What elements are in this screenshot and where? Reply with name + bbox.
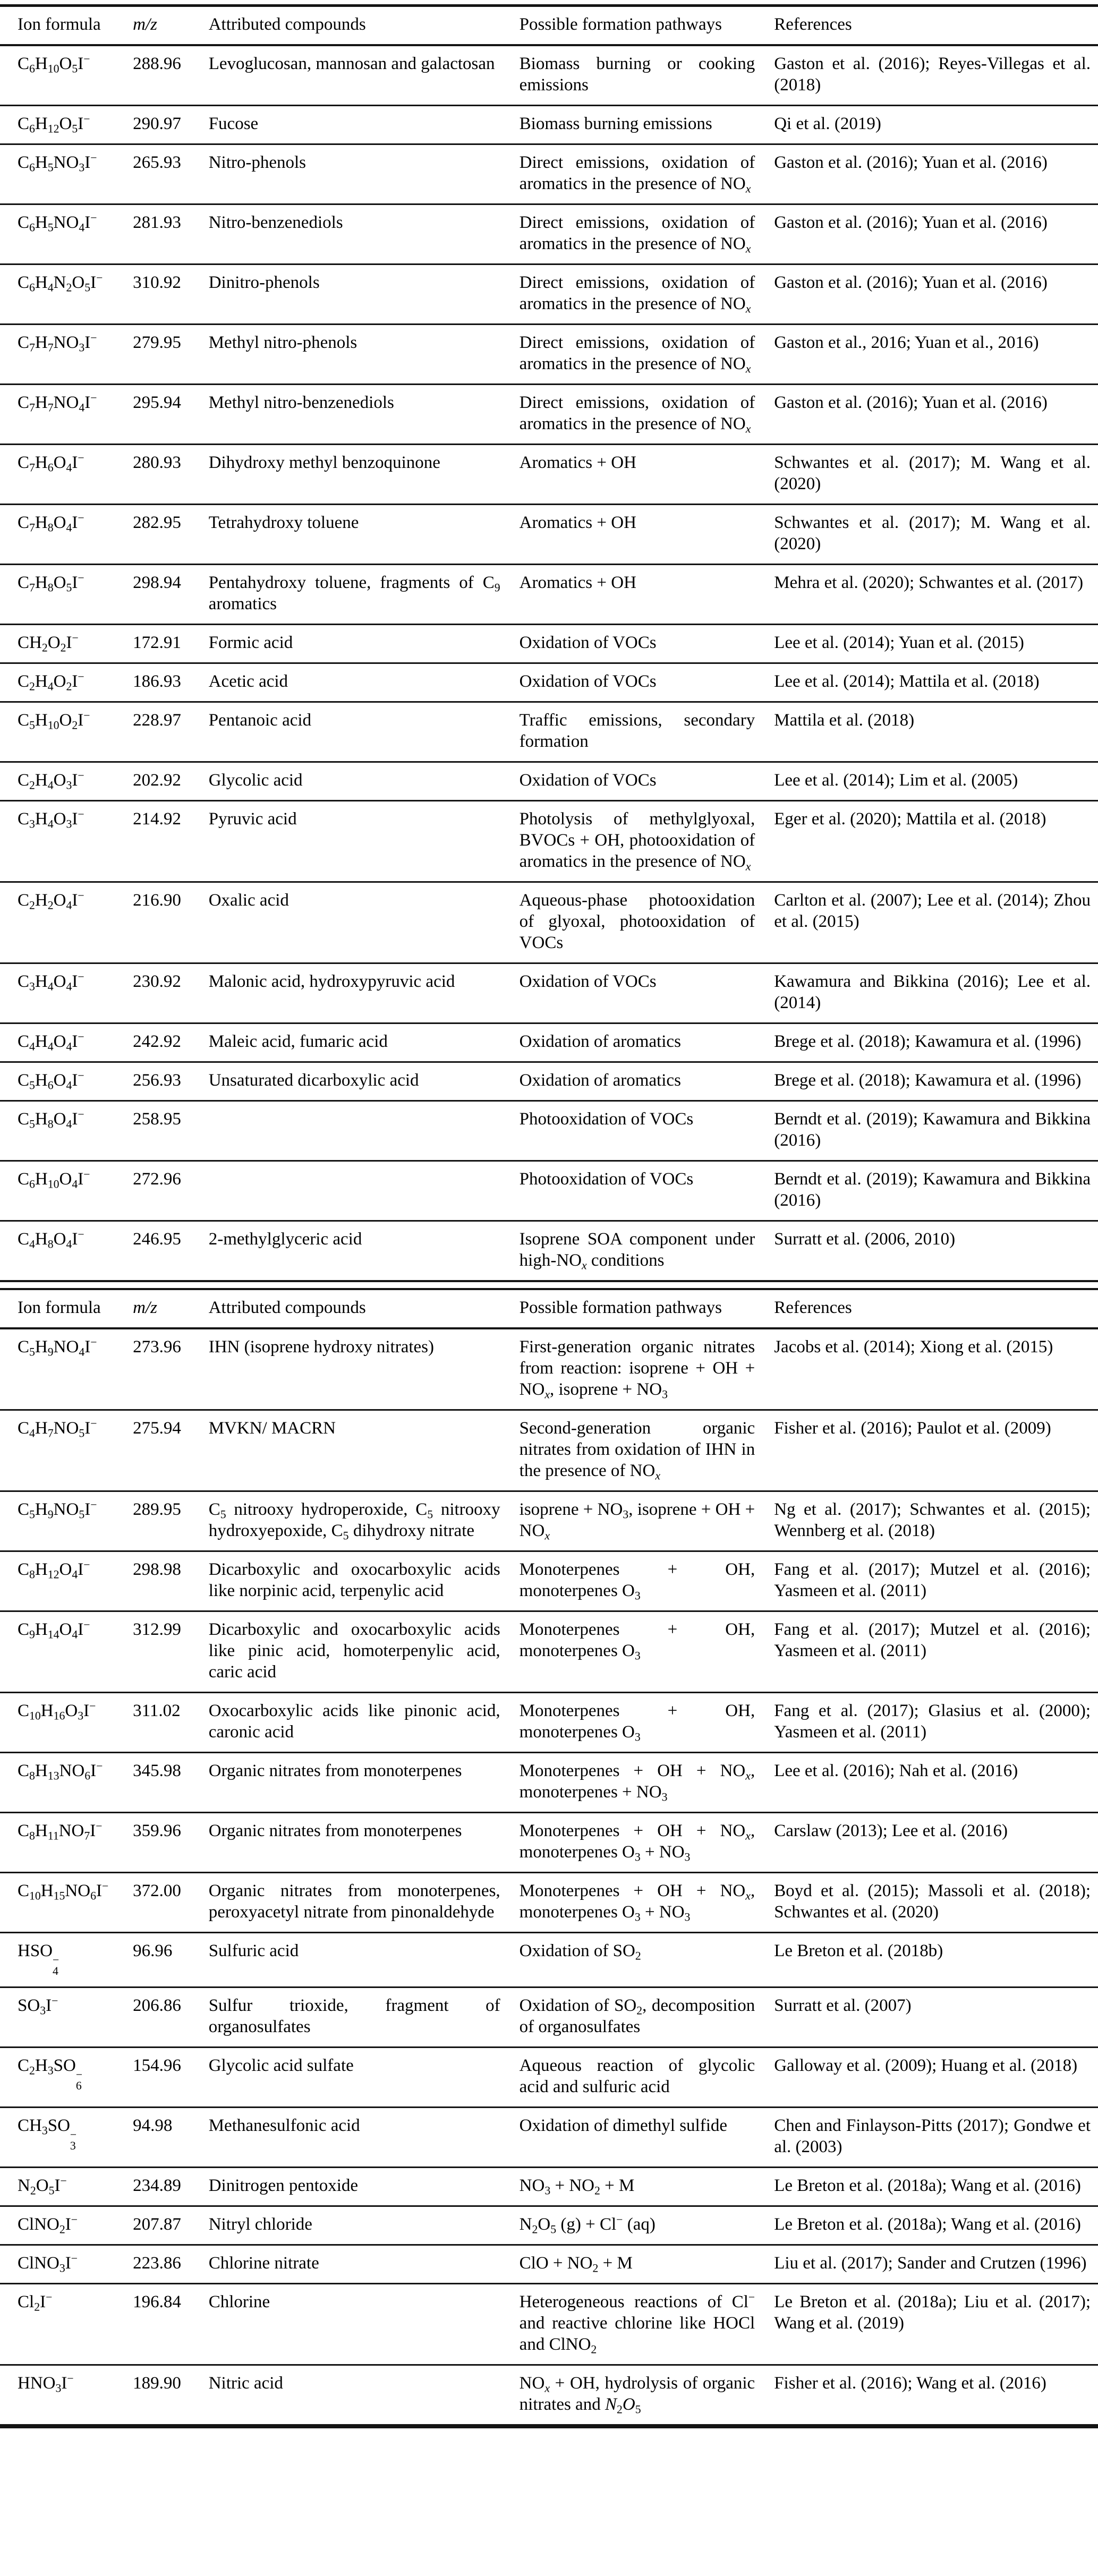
references-cell: Qi et al. (2019): [774, 106, 1098, 144]
pathways-cell: Oxidation of VOCs: [520, 663, 774, 702]
pathways-cell: Photolysis of methylglyoxal, BVOCs + OH, photooxidation of aromatics in the presence of NOx: [520, 801, 774, 882]
table-row: [0, 2168, 1098, 2206]
compounds-cell: Dicarboxylic and oxocarboxylic acids like norpinic acid, terpenylic acid: [209, 1551, 520, 1611]
table-row: [0, 1062, 1098, 1101]
column-header-formation-pathways: Possible formation pathways: [520, 6, 774, 46]
pathways-cell: Aromatics + OH: [520, 445, 774, 505]
ion-formula-cell: C10H15NO6I−: [0, 1873, 133, 1933]
pathways-cell: Aqueous reaction of glycolic acid and sulfuric acid: [520, 2048, 774, 2108]
references-cell: Kawamura and Bikkina (2016); Lee et al. (2014): [774, 963, 1098, 1023]
compounds-cell: Pentahydroxy toluene, fragments of C9 aromatics: [209, 565, 520, 625]
ion-formula-cell: HNO3I−: [0, 2365, 133, 2427]
references-cell: Carslaw (2013); Lee et al. (2016): [774, 1813, 1098, 1873]
mz-cell: 275.94: [133, 1410, 209, 1491]
ion-formula-cell: C5H8O4I−: [0, 1101, 133, 1161]
section-divider-rule: [0, 1280, 1098, 1290]
table-row: [0, 882, 1098, 963]
pathways-cell: First-generation organic nitrates from reaction: isoprene + OH + NOx, isoprene + NO3: [519, 1337, 755, 1401]
ion-formula-cell: C2H2O4I−: [0, 882, 133, 963]
compounds-cell: Chlorine nitrate: [209, 2245, 520, 2284]
references-cell: Gaston et al. (2016); Yuan et al. (2016): [774, 385, 1098, 445]
references-cell: Schwantes et al. (2017); M. Wang et al. (2020): [774, 505, 1098, 565]
references-cell: Jacobs et al. (2014); Xiong et al. (2015): [774, 1337, 1053, 1357]
ion-formula-cell: C4H7NO5I−: [0, 1410, 133, 1491]
table-row: [0, 204, 1098, 265]
column-header-mz: m/z: [133, 1290, 209, 1328]
compounds-cell: MVKN/ MACRN: [209, 1410, 520, 1491]
pathways-cell: Direct emissions, oxidation of aromatics in the presence of NOx: [520, 385, 774, 445]
pathways-cell: N2O5 (g) + Cl− (aq): [520, 2206, 774, 2245]
compounds-cell: Levoglucosan, mannosan and galactosan: [208, 54, 495, 73]
mz-cell: 289.95: [133, 1491, 209, 1551]
pathways-cell: Second-generation organic nitrates from oxidation of IHN in the presence of NOx: [520, 1410, 774, 1491]
ion-formula-cell: SO3I−: [0, 1988, 133, 2048]
compounds-cell: Dinitrogen pentoxide: [209, 2168, 520, 2206]
table-row: [0, 1988, 1098, 2048]
ion-formula-cell: C10H16O3I−: [0, 1693, 133, 1753]
compounds-cell: Nitric acid: [209, 2365, 520, 2427]
mz-cell: 281.93: [133, 204, 209, 265]
ion-formula-cell: C8H12O4I−: [0, 1551, 133, 1611]
pathways-cell: Oxidation of SO2: [520, 1933, 774, 1988]
table-row: [0, 1023, 1098, 1062]
table-row: [0, 144, 1098, 204]
pathways-cell: isoprene + NO3, isoprene + OH + NOx: [520, 1491, 774, 1551]
references-cell: Gaston et al. (2016); Yuan et al. (2016): [774, 144, 1098, 204]
column-header-formation-pathways: Possible formation pathways: [520, 1290, 774, 1328]
table-row: [0, 2284, 1098, 2365]
mz-cell: 246.95: [133, 1221, 209, 1281]
references-cell: Brege et al. (2018); Kawamura et al. (1996): [774, 1062, 1098, 1101]
compounds-cell: Methyl nitro-phenols: [209, 325, 520, 385]
pathways-cell: Oxidation of VOCs: [520, 963, 774, 1023]
mz-cell: 272.96: [133, 1161, 209, 1221]
ion-formula-cell: CH2O2I−: [0, 625, 133, 663]
references-cell: Boyd et al. (2015); Massoli et al. (2018); Schwantes et al. (2020): [774, 1873, 1098, 1933]
compounds-cell: Organic nitrates from monoterpenes, peroxyacetyl nitrate from pinonaldehyde: [209, 1873, 520, 1933]
ion-table-section-2: [0, 1290, 1098, 2428]
references-cell: Berndt et al. (2019); Kawamura and Bikkina (2016): [774, 1161, 1098, 1221]
column-header-attributed-compounds: Attributed compounds: [209, 6, 520, 46]
stacked-subsup: − 3: [70, 2128, 77, 2153]
ion-formula-cell: C2H4O2I−: [0, 663, 133, 702]
mz-cell: 214.92: [133, 801, 209, 882]
compounds-cell: IHN (isoprene hydroxy nitrates): [208, 1337, 434, 1357]
pathways-cell: NOx + OH, hydrolysis of organic nitrates and N2O5: [520, 2365, 774, 2427]
pathways-cell: Monoterpenes + OH + NOx, monoterpenes O3 + NO3: [520, 1813, 774, 1873]
ion-formula-cell: C5H9NO4I−: [18, 1336, 97, 1359]
compounds-cell: Pentanoic acid: [209, 702, 520, 762]
pathways-cell: Oxidation of aromatics: [520, 1023, 774, 1062]
ion-formula-cell: C2H3SO − 6: [0, 2048, 133, 2108]
references-cell: Fang et al. (2017); Mutzel et al. (2016); Yasmeen et al. (2011): [774, 1611, 1098, 1693]
table-row: [0, 702, 1098, 762]
header-row: [0, 6, 1098, 46]
pathways-cell: Monoterpenes + OH, monoterpenes O3: [520, 1611, 774, 1693]
ion-formula-cell: C6H10O5I−: [18, 53, 90, 75]
stacked-subsup: − 4: [53, 1953, 59, 1978]
table-row: [0, 1551, 1098, 1611]
compounds-cell: Acetic acid: [209, 663, 520, 702]
pathways-cell: Aromatics + OH: [520, 565, 774, 625]
table-body-section-1: [0, 45, 1098, 1280]
ion-formula-cell: N2O5I−: [0, 2168, 133, 2206]
ion-formula-cell: C4H4O4I−: [0, 1023, 133, 1062]
references-cell: Gaston et al. (2016); Yuan et al. (2016): [774, 204, 1098, 265]
references-cell: Lee et al. (2016); Nah et al. (2016): [774, 1753, 1098, 1813]
ion-formula-cell: Cl2I−: [0, 2284, 133, 2365]
ion-formula-cell: C7H7NO4I−: [0, 385, 133, 445]
table-row: [0, 2365, 1098, 2427]
ion-formula-cell: C6H5NO4I−: [0, 204, 133, 265]
ion-formula-cell: C3H4O3I−: [0, 801, 133, 882]
table-row: [0, 663, 1098, 702]
compounds-cell: Oxocarboxylic acids like pinonic acid, caronic acid: [209, 1693, 520, 1753]
pathways-cell: Biomass burning or cooking emissions: [519, 54, 755, 95]
pathways-cell: Direct emissions, oxidation of aromatics in the presence of NOx: [520, 144, 774, 204]
mz-cell: 298.98: [133, 1551, 209, 1611]
references-cell: Fang et al. (2017); Mutzel et al. (2016); Yasmeen et al. (2011): [774, 1551, 1098, 1611]
ion-formula-cell: ClNO3I−: [0, 2245, 133, 2284]
mz-cell: 186.93: [133, 663, 209, 702]
table-row: [0, 265, 1098, 325]
table-row: [0, 1611, 1098, 1693]
mz-cell: 279.95: [133, 325, 209, 385]
pathways-cell: Oxidation of SO2, decomposition of organosulfates: [520, 1988, 774, 2048]
ion-formula-cell: CH3SO − 3: [0, 2108, 133, 2168]
compounds-cell: Unsaturated dicarboxylic acid: [209, 1062, 520, 1101]
mz-cell: 242.92: [133, 1023, 209, 1062]
ion-formula-cell: C3H4O4I−: [0, 963, 133, 1023]
ion-formula-cell: C5H6O4I−: [0, 1062, 133, 1101]
column-header-ion-formula: Ion formula: [0, 1290, 133, 1328]
compounds-cell: Dinitro-phenols: [209, 265, 520, 325]
compounds-cell: Methanesulfonic acid: [209, 2108, 520, 2168]
table-row: [0, 1693, 1098, 1753]
pathways-cell: Isoprene SOA component under high-NOx conditions: [520, 1221, 774, 1281]
references-cell: Eger et al. (2020); Mattila et al. (2018): [774, 801, 1098, 882]
references-cell: Brege et al. (2018); Kawamura et al. (1996): [774, 1023, 1098, 1062]
table-row: [0, 505, 1098, 565]
mz-cell: 280.93: [133, 445, 209, 505]
mz-cell: 282.95: [133, 505, 209, 565]
compounds-cell: C5 nitrooxy hydroperoxide, C5 nitrooxy hydroxyepoxide, C5 dihydroxy nitrate: [209, 1491, 520, 1551]
table-row: [0, 1873, 1098, 1933]
table-header: [0, 6, 1098, 46]
table-row: [0, 2048, 1098, 2108]
references-cell: Chen and Finlayson-Pitts (2017); Gondwe et al. (2003): [774, 2108, 1098, 2168]
mz-cell: 265.93: [133, 144, 209, 204]
references-cell: Le Breton et al. (2018a); Wang et al. (2016): [774, 2168, 1098, 2206]
table-row: [0, 325, 1098, 385]
pathways-cell: Biomass burning emissions: [520, 106, 774, 144]
references-cell: Le Breton et al. (2018a); Liu et al. (2017); Wang et al. (2019): [774, 2284, 1098, 2365]
references-cell: Le Breton et al. (2018a); Wang et al. (2016): [774, 2206, 1098, 2245]
references-cell: Ng et al. (2017); Schwantes et al. (2015); Wennberg et al. (2018): [774, 1491, 1098, 1551]
pathways-cell: Monoterpenes + OH, monoterpenes O3: [520, 1693, 774, 1753]
references-cell: Carlton et al. (2007); Lee et al. (2014); Zhou et al. (2015): [774, 882, 1098, 963]
mz-cell: 207.87: [133, 2206, 209, 2245]
references-cell: Fisher et al. (2016); Wang et al. (2016): [774, 2365, 1098, 2427]
ion-formula-cell: C7H7NO3I−: [0, 325, 133, 385]
column-header-attributed-compounds: Attributed compounds: [209, 1290, 520, 1328]
pathways-cell: Oxidation of VOCs: [520, 762, 774, 801]
compounds-cell: Chlorine: [209, 2284, 520, 2365]
mz-cell: 311.02: [133, 1693, 209, 1753]
compounds-cell: Methyl nitro-benzenediols: [209, 385, 520, 445]
mz-cell: 196.84: [133, 2284, 209, 2365]
ion-formula-cell: C8H13NO6I−: [0, 1753, 133, 1813]
pathways-cell: Aromatics + OH: [520, 505, 774, 565]
compounds-cell: Glycolic acid: [209, 762, 520, 801]
table-row: [0, 1161, 1098, 1221]
table-row: [0, 1101, 1098, 1161]
references-cell: Mehra et al. (2020); Schwantes et al. (2017): [774, 565, 1098, 625]
table-row: [0, 1410, 1098, 1491]
mz-cell: 189.90: [133, 2365, 209, 2427]
ion-formula-cell: C9H14O4I−: [0, 1611, 133, 1693]
compounds-cell: Maleic acid, fumaric acid: [209, 1023, 520, 1062]
mz-cell: 228.97: [133, 702, 209, 762]
table-row: [0, 1221, 1098, 1281]
mz-cell: 372.00: [133, 1873, 209, 1933]
mz-cell: 154.96: [133, 2048, 209, 2108]
table-row: [0, 1491, 1098, 1551]
table-row: [0, 1753, 1098, 1813]
compounds-cell: Sulfuric acid: [209, 1933, 520, 1988]
mz-cell: 312.99: [133, 1611, 209, 1693]
references-cell: Lee et al. (2014); Mattila et al. (2018): [774, 663, 1098, 702]
references-cell: Liu et al. (2017); Sander and Crutzen (1996): [774, 2245, 1098, 2284]
table-row: [0, 106, 1098, 144]
mz-cell: 290.97: [133, 106, 209, 144]
pathways-cell: Direct emissions, oxidation of aromatics in the presence of NOx: [520, 265, 774, 325]
pathways-cell: NO3 + NO2 + M: [520, 2168, 774, 2206]
ion-formula-cell: C6H5NO3I−: [0, 144, 133, 204]
references-cell: Fisher et al. (2016); Paulot et al. (2009): [774, 1410, 1098, 1491]
pathways-cell: Monoterpenes + OH + NOx, monoterpenes O3 + NO3: [520, 1873, 774, 1933]
compounds-cell: [209, 1161, 520, 1221]
pathways-cell: Oxidation of dimethyl sulfide: [520, 2108, 774, 2168]
ion-formula-cell: C6H10O4I−: [0, 1161, 133, 1221]
ion-formula-cell: C8H11NO7I−: [0, 1813, 133, 1873]
ion-formula-cell: C5H9NO5I−: [0, 1491, 133, 1551]
compounds-cell: Nitro-phenols: [209, 144, 520, 204]
pathways-cell: Photooxidation of VOCs: [520, 1101, 774, 1161]
mz-cell: 223.86: [133, 2245, 209, 2284]
ion-formula-cell: HSO − 4: [0, 1933, 133, 1988]
table-row: [0, 45, 1098, 106]
pathways-cell: Traffic emissions, secondary formation: [520, 702, 774, 762]
table-row: [0, 625, 1098, 663]
table-row: [0, 1933, 1098, 1988]
mz-cell: 359.96: [133, 1813, 209, 1873]
references-cell: Surratt et al. (2007): [774, 1988, 1098, 2048]
compounds-cell: Dihydroxy methyl benzoquinone: [209, 445, 520, 505]
table-row: [0, 385, 1098, 445]
mz-cell: 298.94: [133, 565, 209, 625]
compounds-cell: Formic acid: [209, 625, 520, 663]
mz-cell: 256.93: [133, 1062, 209, 1101]
pathways-cell: ClO + NO2 + M: [520, 2245, 774, 2284]
pathways-cell: Direct emissions, oxidation of aromatics in the presence of NOx: [520, 325, 774, 385]
compounds-cell: Malonic acid, hydroxypyruvic acid: [209, 963, 520, 1023]
compounds-cell: Oxalic acid: [209, 882, 520, 963]
mz-cell: 310.92: [133, 265, 209, 325]
table-row: [0, 565, 1098, 625]
references-cell: Mattila et al. (2018): [774, 702, 1098, 762]
references-cell: Le Breton et al. (2018b): [774, 1933, 1098, 1988]
compounds-cell: Nitryl chloride: [209, 2206, 520, 2245]
compounds-cell: Organic nitrates from monoterpenes: [209, 1813, 520, 1873]
table-row: [0, 963, 1098, 1023]
table-row: [0, 2206, 1098, 2245]
stacked-subsup: − 6: [75, 2068, 83, 2093]
references-cell: Gaston et al. (2016); Yuan et al. (2016): [774, 265, 1098, 325]
references-cell: Fang et al. (2017); Glasius et al. (2000); Yasmeen et al. (2011): [774, 1693, 1098, 1753]
table-row: [0, 1813, 1098, 1873]
mz-cell: 216.90: [133, 882, 209, 963]
references-cell: Lee et al. (2014); Yuan et al. (2015): [774, 625, 1098, 663]
pathways-cell: Photooxidation of VOCs: [520, 1161, 774, 1221]
references-cell: Gaston et al., 2016; Yuan et al., 2016): [774, 325, 1098, 385]
compounds-cell: Organic nitrates from monoterpenes: [209, 1753, 520, 1813]
table-row: [0, 801, 1098, 882]
table-header: [0, 1290, 1098, 1328]
mz-cell: 206.86: [133, 1988, 209, 2048]
mz-cell: 288.96: [133, 54, 181, 73]
ion-formula-cell: ClNO2I−: [0, 2206, 133, 2245]
ion-formula-cell: C4H8O4I−: [0, 1221, 133, 1281]
table-row: [0, 762, 1098, 801]
compounds-cell: Nitro-benzenediols: [209, 204, 520, 265]
mz-cell: 258.95: [133, 1101, 209, 1161]
mz-cell: 234.89: [133, 2168, 209, 2206]
pathways-cell: Monoterpenes + OH + NOx, monoterpenes + NO3: [520, 1753, 774, 1813]
compounds-cell: Sulfur trioxide, fragment of organosulfates: [209, 1988, 520, 2048]
mz-cell: 345.98: [133, 1753, 209, 1813]
mz-cell: 295.94: [133, 385, 209, 445]
ion-formula-cell: C2H4O3I−: [0, 762, 133, 801]
mz-cell: 94.98: [133, 2108, 209, 2168]
references-cell: Surratt et al. (2006, 2010): [774, 1221, 1098, 1281]
column-header-mz: m/z: [133, 6, 209, 46]
mz-cell: 172.91: [133, 625, 209, 663]
pathways-cell: Monoterpenes + OH, monoterpenes O3: [520, 1551, 774, 1611]
pathways-cell: Heterogeneous reactions of Cl− and reactive chlorine like HOCl and ClNO2: [520, 2284, 774, 2365]
compounds-cell: Glycolic acid sulfate: [209, 2048, 520, 2108]
mz-cell: 202.92: [133, 762, 209, 801]
mz-cell: 96.96: [133, 1933, 209, 1988]
table-row: [0, 2108, 1098, 2168]
ion-formula-cell: C7H8O4I−: [0, 505, 133, 565]
references-cell: Berndt et al. (2019); Kawamura and Bikkina (2016): [774, 1101, 1098, 1161]
ion-formula-cell: C6H12O5I−: [0, 106, 133, 144]
column-header-references: References: [774, 1290, 1098, 1328]
ion-formula-cell: C7H8O5I−: [0, 565, 133, 625]
compounds-cell: 2-methylglyceric acid: [209, 1221, 520, 1281]
compounds-cell: [209, 1101, 520, 1161]
pathways-cell: Aqueous-phase photooxidation of glyoxal, photooxidation of VOCs: [520, 882, 774, 963]
compounds-cell: Pyruvic acid: [209, 801, 520, 882]
references-cell: Gaston et al. (2016); Reyes-Villegas et al. (2018): [774, 54, 1091, 95]
ion-formula-cell: C7H6O4I−: [0, 445, 133, 505]
ion-formula-cell: C6H4N2O5I−: [0, 265, 133, 325]
ion-formula-cell: C5H10O2I−: [0, 702, 133, 762]
references-cell: Galloway et al. (2009); Huang et al. (2018): [774, 2048, 1098, 2108]
header-row: [0, 1290, 1098, 1328]
table-body-section-2: [0, 1328, 1098, 2426]
pathways-cell: Oxidation of VOCs: [520, 625, 774, 663]
column-header-references: References: [774, 6, 1098, 46]
references-cell: Lee et al. (2014); Lim et al. (2005): [774, 762, 1098, 801]
compounds-cell: Fucose: [209, 106, 520, 144]
pathways-cell: Oxidation of aromatics: [520, 1062, 774, 1101]
mz-cell: 230.92: [133, 963, 209, 1023]
table-row: [0, 2245, 1098, 2284]
compounds-cell: Dicarboxylic and oxocarboxylic acids like pinic acid, homoterpenylic acid, caric acid: [209, 1611, 520, 1693]
table-row: [0, 445, 1098, 505]
references-cell: Schwantes et al. (2017); M. Wang et al. (2020): [774, 445, 1098, 505]
compounds-cell: Tetrahydroxy toluene: [209, 505, 520, 565]
ion-table-section-1: [0, 4, 1098, 1280]
mz-cell: 273.96: [133, 1337, 181, 1357]
table-row: [0, 1328, 1098, 1410]
pathways-cell: Direct emissions, oxidation of aromatics in the presence of NOx: [520, 204, 774, 265]
column-header-ion-formula: Ion formula: [0, 6, 133, 46]
